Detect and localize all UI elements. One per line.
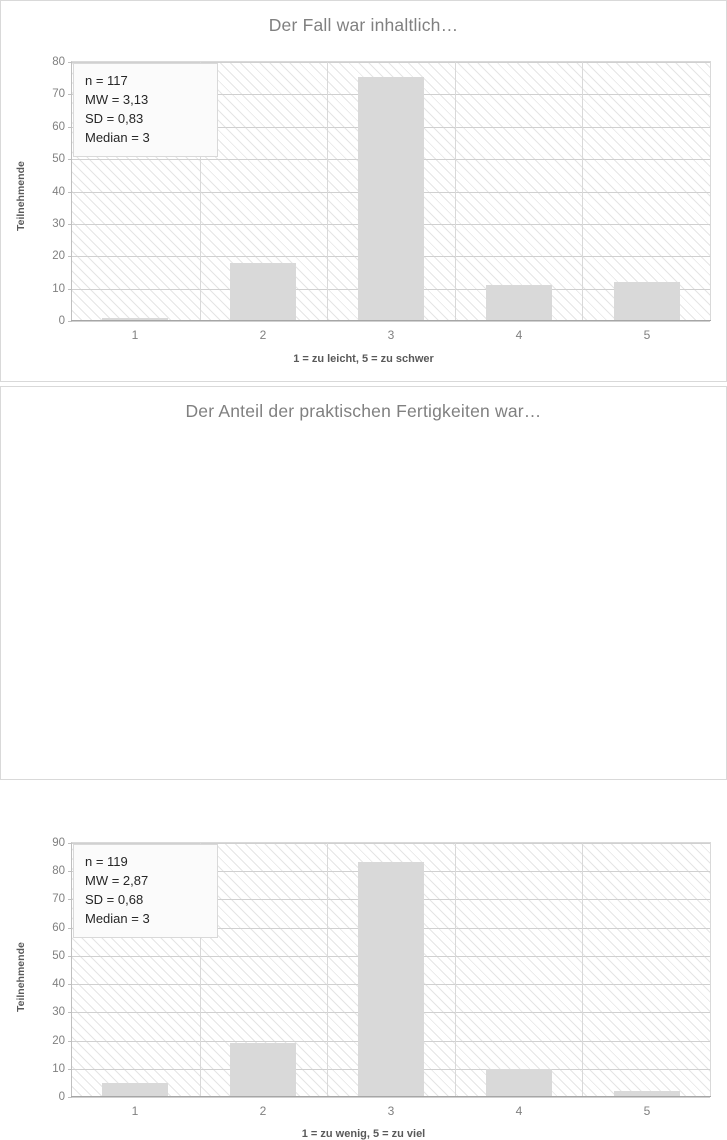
bar-slot bbox=[327, 61, 455, 321]
x-tick-label: 5 bbox=[643, 328, 651, 342]
x-tick-label: 4 bbox=[515, 328, 523, 342]
statistics-box bbox=[73, 63, 218, 157]
y-tick-label: 60 bbox=[52, 921, 65, 934]
y-tick-label: 20 bbox=[52, 250, 65, 263]
x-tick-label: 1 bbox=[131, 1104, 139, 1118]
bar bbox=[358, 77, 425, 321]
x-tick-label: 2 bbox=[259, 328, 267, 342]
stat-sd: SD = 0,83 bbox=[85, 110, 144, 126]
chart-panel-difficulty bbox=[0, 0, 727, 382]
bar-slot bbox=[199, 842, 327, 1097]
y-tick-label: 60 bbox=[52, 120, 65, 133]
stat-n: n = 117 bbox=[85, 73, 128, 88]
y-tick-label: 30 bbox=[52, 217, 65, 230]
bar bbox=[230, 1043, 297, 1097]
y-axis-title: Teilnehmende bbox=[15, 942, 27, 1012]
stat-mean: MW = 2,87 bbox=[85, 872, 149, 888]
x-tick-label: 3 bbox=[387, 328, 395, 342]
x-tick-label: 3 bbox=[387, 1104, 395, 1118]
chart-panel-practical-skills bbox=[0, 386, 727, 1140]
bar-slot bbox=[455, 842, 583, 1097]
stat-sd: SD = 0,68 bbox=[85, 891, 144, 907]
x-tick-label: 4 bbox=[515, 1104, 523, 1118]
bar-slot bbox=[199, 61, 327, 321]
y-tick-label: 70 bbox=[52, 88, 65, 101]
y-tick-label: 40 bbox=[52, 185, 65, 198]
stat-median: Median = 3 bbox=[85, 129, 150, 145]
y-tick-label: 80 bbox=[52, 56, 65, 68]
x-tick-label: 5 bbox=[643, 1104, 651, 1118]
bar bbox=[358, 862, 425, 1097]
y-tick-label: 40 bbox=[52, 978, 65, 991]
bar-slot bbox=[583, 842, 711, 1097]
stat-n: n = 119 bbox=[85, 854, 128, 869]
x-tick-labels bbox=[71, 1097, 711, 1118]
bar-slot bbox=[327, 842, 455, 1097]
x-tick-label: 2 bbox=[259, 1104, 267, 1118]
x-tick-label: 1 bbox=[131, 328, 139, 342]
y-tick-label: 10 bbox=[52, 1062, 65, 1075]
y-tick-label: 10 bbox=[52, 282, 65, 295]
y-tick-label: 20 bbox=[52, 1034, 65, 1047]
bar bbox=[486, 1069, 553, 1097]
statistics-box bbox=[73, 844, 218, 938]
x-tick-labels bbox=[71, 321, 711, 342]
y-tick-label: 80 bbox=[52, 865, 65, 878]
stat-mean: MW = 3,13 bbox=[85, 91, 149, 107]
bar bbox=[102, 1083, 169, 1097]
y-tick-label: 70 bbox=[52, 893, 65, 906]
x-axis-title: 1 = zu leicht, 5 = zu schwer bbox=[293, 353, 434, 365]
y-tick-label: 50 bbox=[52, 949, 65, 962]
stat-median: Median = 3 bbox=[85, 910, 150, 926]
y-tick-label: 0 bbox=[58, 1091, 65, 1103]
y-axis-title: Teilnehmende bbox=[15, 161, 27, 231]
y-tick-label: 0 bbox=[58, 315, 65, 327]
chart-title: Der Fall war inhaltlich… bbox=[268, 15, 459, 35]
y-tick-label: 30 bbox=[52, 1006, 65, 1019]
x-axis-title: 1 = zu wenig, 5 = zu viel bbox=[301, 1128, 426, 1140]
bar bbox=[486, 285, 553, 321]
bar bbox=[230, 263, 297, 322]
bar-slot bbox=[583, 61, 711, 321]
y-tick-label: 50 bbox=[52, 153, 65, 166]
bar bbox=[614, 282, 681, 321]
bar-slot bbox=[455, 61, 583, 321]
y-tick-label: 90 bbox=[52, 837, 65, 849]
chart-title: Der Anteil der praktischen Fertigkeiten war… bbox=[185, 401, 542, 421]
